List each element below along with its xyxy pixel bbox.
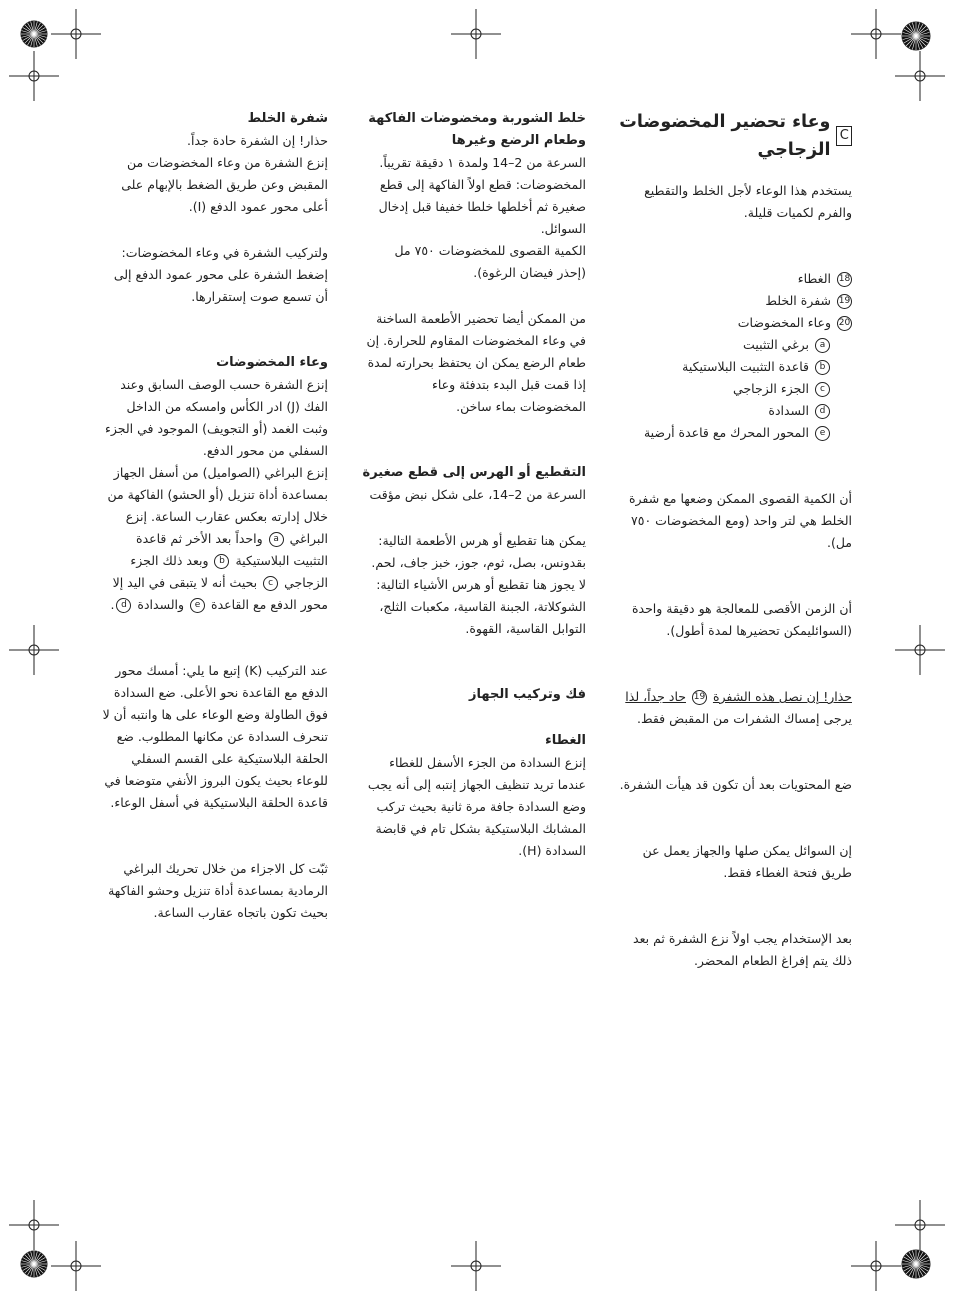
ref-c-marker: c — [263, 576, 278, 591]
subpart-label: برغي التثبيت — [743, 337, 809, 352]
jar-screws-part-d: بحيث أنه لا يتبقى في اليد إلا محور الدفع مع القاعدة — [112, 575, 328, 612]
part-item — [612, 290, 852, 312]
part-item — [612, 268, 852, 290]
part-number-marker: 20 — [837, 316, 852, 331]
subpart-letter-marker: b — [815, 360, 830, 375]
subpart-label: المحور المحرك مع قاعدة أرضية — [643, 425, 809, 440]
warning-blade-number: 19 — [692, 690, 707, 705]
section-title — [612, 108, 852, 164]
jar-screws-part-a: إنزع البراغي (الصواميل) من أسفل الجهاز بمساعدة أداة تنزيل (أو الحشو) الفاكهة من خلال إدارته بعكس عقارب الساعة. إنزع البراغي — [107, 465, 328, 546]
chop-forbidden-text: لا يجوز هنا تقطيع أو هرس الأشياء التالية: الشوكلاتة، الجبنة القاسية، مكعبات الثلج، التوابل القاسية، القهوة. — [376, 577, 586, 636]
ref-d-marker: d — [116, 598, 131, 613]
subpart-label: الجزء الزجاجي — [733, 381, 809, 396]
soup-speed-text: السرعة من 2–14 ولمدة ١ دقيقة تقريباً. — [379, 155, 586, 170]
heading-lid: الغطاء — [545, 733, 586, 748]
blade-remove-text: إنزع الشفرة من وعاء المخضوضات من المقبض وعن طريق الضغط بالإبهام على أعلى محور عمود الدفع (I). — [121, 155, 328, 214]
liquids-text: إن السوائل يمكن صلها والجهاز يعمل عن طريق فتحة الغطاء فقط. — [642, 843, 852, 880]
blade-install-text: ولتركيب الشفرة في وعاء المخضوضات: إضغط الشفرة على محور عمود الدفع إلى أن تسمع صوت إستقرارها. — [113, 245, 328, 304]
subpart-item — [612, 356, 852, 378]
jar-remove-text: إنزع الشفرة حسب الوصف السابق وعند الفك (J) ادر الكأس وامسكه من الداخل وثبت الغمد (أو التجويف) الموجود في الجزء السفلي من محور الدفع. — [105, 377, 328, 458]
blade-warning-text: حذار! إن الشفرة حادة جداً. — [187, 133, 328, 148]
subpart-label: قاعدة التثبيت البلاستيكية — [682, 359, 809, 374]
contents-text: ضع المحتويات بعد أن تكون قد هيأت الشفرة. — [619, 777, 852, 792]
subpart-letter-marker: c — [815, 382, 830, 397]
section-letter-box: C — [836, 126, 852, 146]
assemble-text: عند التركيب (K) إتبع ما يلي: أمسك محور الدفع مع القاعدة نحو الأعلى. ضع السدادة فوق الطاولة وضع الوعاء على ها وانتبه أن لا تنحرف السدادة عن مكانها المطلوب. ضع الحلقة البلاستيكية على القسم السفلي للوعاء بحيث يكون البروز الأنفي متوضعا في قاعدة الحلقة البلاستيكية في أسفل الوعاء. — [102, 663, 328, 810]
heading-blade: شفرة الخلط — [247, 111, 328, 126]
warning-part-b: حاد جداً، لذا — [625, 689, 686, 704]
lid-text: إنزع السدادة من الجزء الأسفل للغطاء عندما تريد تنظيف الجهاز إنتبه إلى أنه يجب وضع السدادة جافة مرة ثانية بحيث تركب المشابك البلاستيكية بشكل تام في قابضة السدادة (H). — [367, 755, 586, 858]
ref-e-marker: e — [190, 598, 205, 613]
chop-speed-text: السرعة من 2–14، على شكل نبض مؤقت — [369, 487, 586, 502]
parts-list — [612, 268, 852, 334]
heading-chop: التقطيع أو الهرس إلى قطع صغيرة — [362, 465, 586, 480]
chop-allowed-text: يمكن هنا تقطيع أو هرس الأطعمة التالية: بقدونس، بصل، ثوم، جوز، خبز جاف، لحم. — [371, 533, 586, 570]
section-title-text: وعاء تحضير المخضوضات الزجاجي — [619, 112, 831, 160]
subpart-label: السدادة — [768, 403, 809, 418]
subpart-letter-marker: e — [815, 426, 830, 441]
subpart-item — [612, 334, 852, 356]
jar-screws-part-e: والسدادة — [137, 597, 185, 612]
column-2 — [362, 108, 586, 862]
soup-max-text: الكمية القصوى للمخضوضات ٧٥٠ مل (إحذر فيضان الرغوة). — [394, 243, 586, 280]
hot-food-text: من الممكن أيضا تحضير الأطعمة الساخنة في وعاء المخضوضات المقاوم للحرارة. إن طعام الرضع يمكن ان يحتفظ بحرارته لمدة إذا قمت قبل البدء بتدفئة وعاء المخضوضات بماء ساخن. — [366, 311, 586, 414]
heading-assembly: فك وتركيب الجهاز — [469, 687, 586, 702]
warning-part-c: يرجى إمساك الشفرات من المقبض فقط. — [637, 711, 852, 726]
max-time-text: أن الزمن الأقصى للمعالجة هو دقيقة واحدة (السوائليمكن تحضيرها لمدة أطول). — [631, 601, 852, 638]
column-3 — [102, 108, 328, 924]
jar-screws-part-c: وبعد ذلك الجزء الزجاجي — [130, 553, 328, 590]
subpart-item — [612, 400, 852, 422]
heading-jar: وعاء المخضوضات — [216, 355, 328, 370]
part-label: الغطاء — [797, 271, 831, 286]
jar-screws-text: إنزع البراغي (الصواميل) من أسفل الجهاز بمساعدة أداة تنزيل (أو الحشو) الفاكهة من خلال إدارته بعكس عقارب الساعة. إنزع البراغي a واحداً بعد الأخر ثم قاعدة التثبيت البلاستيكية b وبعد ذلك الجزء الزجاجي c بحيث أنه لا يتبقى في اليد إلا محور الدفع مع القاعدة e والسدادة d. — [107, 465, 328, 612]
jar-screws-part-b: واحداً بعد الأخر ثم قاعدة التثبيت البلاستيكية — [136, 531, 328, 568]
warning-part-a: حذار! إن نصل هذه الشفرة — [712, 689, 852, 704]
part-label: شفرة الخلط — [765, 293, 831, 308]
column-1 — [612, 108, 852, 972]
heading-soup: خلط الشوربة ومخضوضات الفاكهة وطعام الرضع وغيرها — [368, 111, 586, 148]
soup-method-text: المخضوضات: قطع اولاً الفاكهة إلى قطع صغيرة ثم أخلطها خلطا خفيفا قبل إدخال السوائل. — [378, 177, 586, 236]
intro-text: يستخدم هذا الوعاء لأجل الخلط والتقطيع والفرم لكميات قليلة. — [644, 183, 852, 220]
part-number-marker: 18 — [837, 272, 852, 287]
part-item — [612, 312, 852, 334]
subpart-item — [612, 378, 852, 400]
subpart-item — [612, 422, 852, 444]
ref-b-marker: b — [214, 554, 229, 569]
part-label: وعاء المخضوضات — [737, 315, 831, 330]
subpart-letter-marker: d — [815, 404, 830, 419]
subparts-list — [612, 334, 852, 444]
subpart-letter-marker: a — [815, 338, 830, 353]
after-use-text: بعد الإستخدام يجب اولاً نزع الشفرة ثم بعد ذلك يتم إفراغ الطعام المحضر. — [633, 931, 852, 968]
ref-a-marker: a — [269, 532, 284, 547]
part-number-marker: 19 — [837, 294, 852, 309]
fix-text: ثبّت كل الاجزاء من خلال تحريك البراغي الرمادية بمساعدة أداة تنزيل وحشو الفاكهة بحيث تكون باتجاه عقارب الساعة. — [108, 861, 328, 920]
max-quantity-text: أن الكمية القصوى الممكن وضعها مع شفرة الخلط هي لتر واحد (ومع المخضوضات ٧٥٠ مل). — [628, 491, 852, 550]
warning-text — [612, 686, 852, 730]
